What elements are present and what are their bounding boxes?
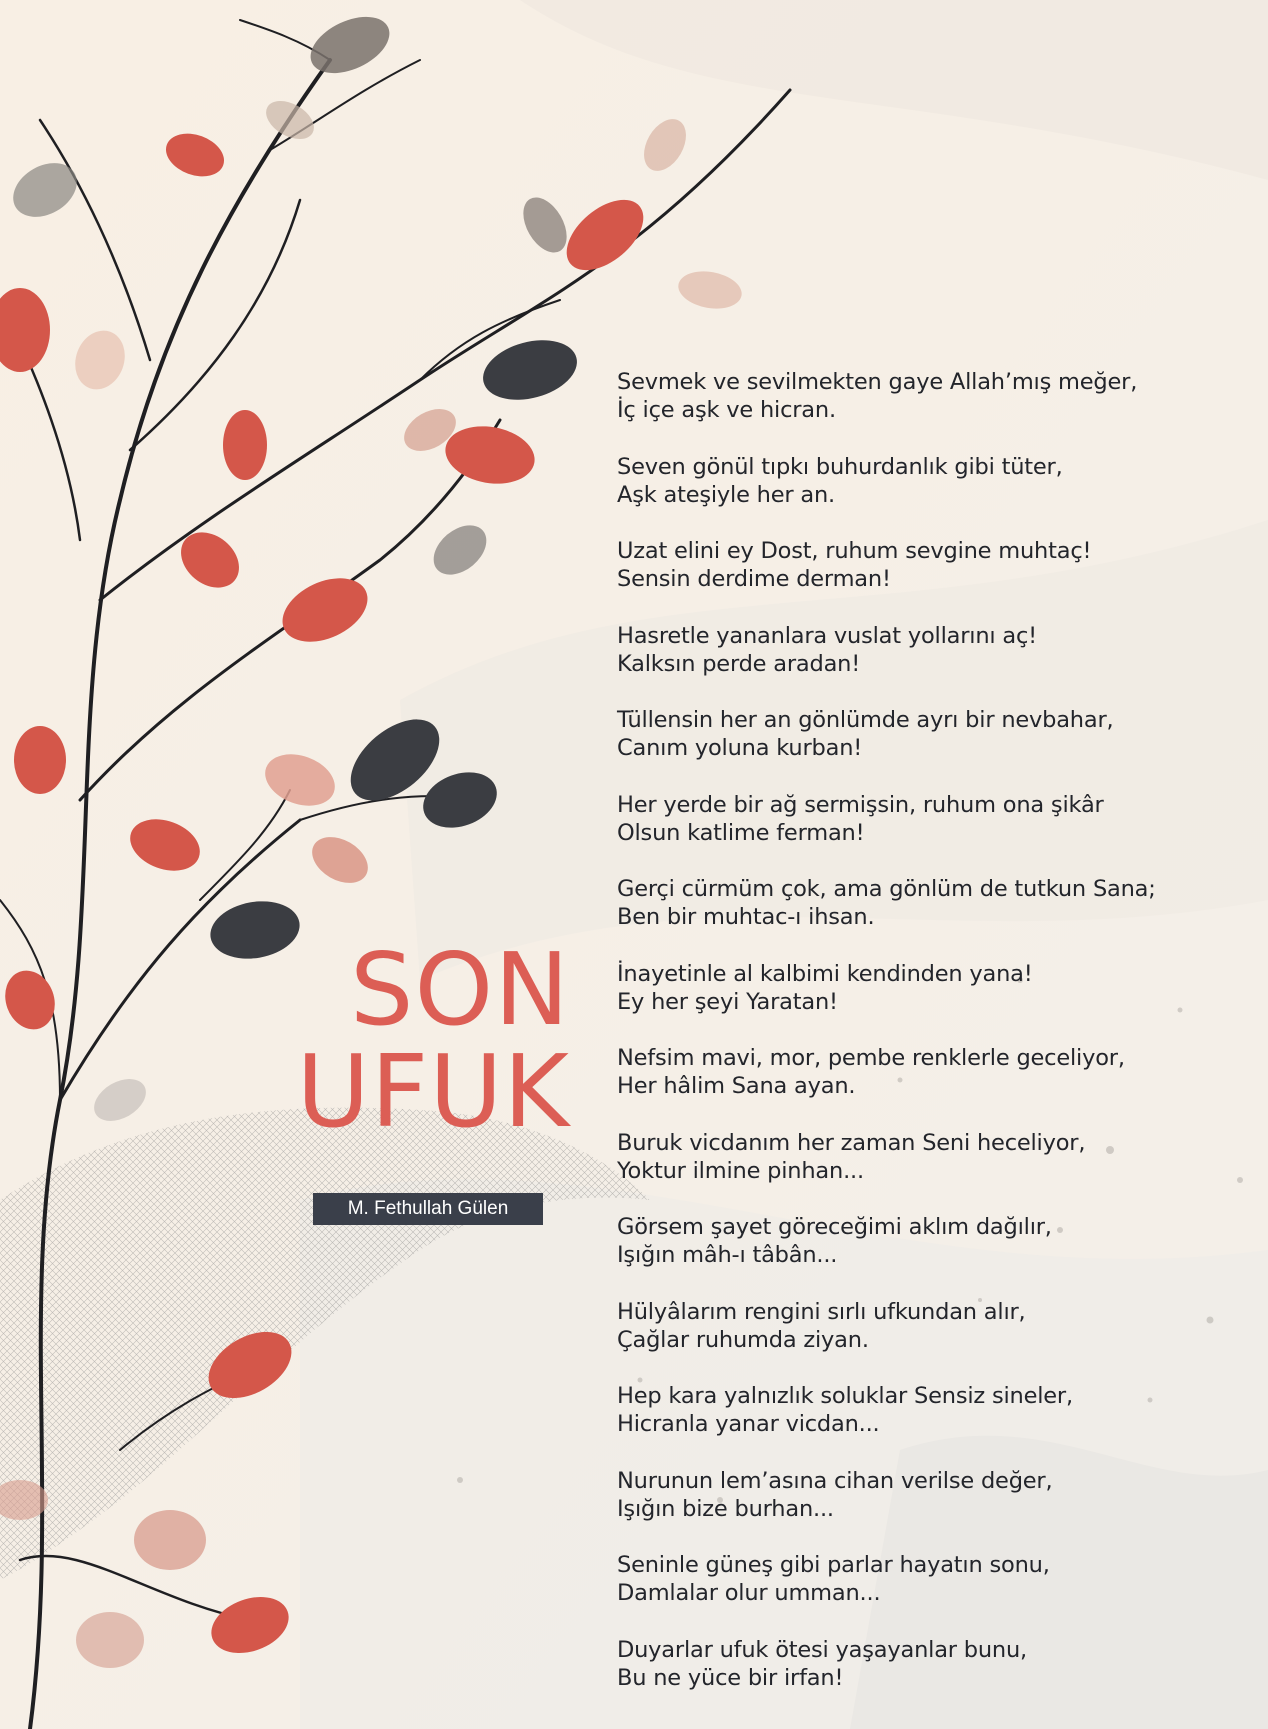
poem-line: Uzat elini ey Dost, ruhum sevgine muhtaç! (617, 538, 1092, 564)
poem-line: Hülyâlarım rengini sırlı ufkundan alır, (617, 1298, 1026, 1325)
poem-line: Hasretle yananlara vuslat yollarını aç! (617, 622, 1037, 649)
poem-stanza (617, 368, 1217, 453)
poem-line: Hep kara yalnızlık soluklar Sensiz sineler, (617, 1383, 1073, 1409)
poem-stanza (617, 1551, 1217, 1636)
poem-stanza (617, 1467, 1217, 1552)
poem-line: Damlalar olur umman... (617, 1580, 881, 1606)
poem-stanza (617, 1382, 1217, 1467)
poem-line: Yoktur ilmine pinhan... (617, 1157, 864, 1184)
poem-line: Hicranla yanar vicdan... (617, 1411, 880, 1437)
poem-line: Seninle güneş gibi parlar hayatın sonu, (617, 1552, 1050, 1578)
poem-line: Olsun katlime ferman! (617, 819, 865, 846)
poem-body (617, 368, 1217, 1720)
poem-line: Seven gönül tıpkı buhurdanlık gibi tüter, (617, 453, 1063, 480)
poem-stanza (617, 875, 1217, 960)
poem-line: Ey her şeyi Yaratan! (617, 988, 838, 1015)
poem-title-line-2: UFUK (296, 1033, 570, 1150)
poem-line: Aşk ateşiyle her an. (617, 481, 835, 508)
poem-line: Çağlar ruhumda ziyan. (617, 1326, 869, 1353)
poem-line: İç içe aşk ve hicran. (617, 397, 836, 423)
poem-line: Nurunun lem’asına cihan verilse değer, (617, 1467, 1053, 1494)
poem-line: Gerçi cürmüm çok, ama gönlüm de tutkun Sana; (617, 876, 1156, 902)
poem-line: Her hâlim Sana ayan. (617, 1073, 856, 1099)
poem-stanza (617, 1044, 1217, 1129)
poem-line: Işığın bize burhan... (617, 1495, 834, 1522)
poem-stanza (617, 453, 1217, 538)
poem-stanza (617, 537, 1217, 622)
poem-line: Nefsim mavi, mor, pembe renklerle geceliyor, (617, 1045, 1125, 1071)
poem-line: Görsem şayet göreceğimi aklım dağılır, (617, 1214, 1052, 1240)
poem-line: Tüllensin her an gönlümde ayrı bir nevbahar, (617, 707, 1114, 733)
poem-line: Buruk vicdanım her zaman Seni heceliyor, (617, 1129, 1086, 1156)
poem-line: Kalksın perde aradan! (617, 650, 861, 677)
poem-line: Duyarlar ufuk ötesi yaşayanlar bunu, (617, 1636, 1027, 1663)
poem-stanza (617, 622, 1217, 707)
poem-title-line-1: SON (350, 931, 570, 1048)
poem-line: Sensin derdime derman! (617, 566, 891, 592)
poem-line: Işığın mâh-ı tâbân... (617, 1242, 838, 1268)
poem-line: Sevmek ve sevilmekten gaye Allah’mış meğer, (617, 369, 1138, 395)
poem-line: Her yerde bir ağ sermişsin, ruhum ona şikâr (617, 791, 1104, 818)
poem-stanza (617, 1213, 1217, 1298)
poem-line: İnayetinle al kalbimi kendinden yana! (617, 960, 1033, 987)
poem-line: Bu ne yüce bir irfan! (617, 1664, 844, 1691)
poem-line: Ben bir muhtac-ı ihsan. (617, 904, 875, 930)
author-badge: M. Fethullah Gülen (313, 1193, 543, 1225)
poem-stanza (617, 1298, 1217, 1383)
poem-line: Canım yoluna kurban! (617, 735, 863, 761)
poem-stanza (617, 1636, 1217, 1721)
poem-stanza (617, 1129, 1217, 1214)
poem-stanza (617, 791, 1217, 876)
poem-stanza (617, 960, 1217, 1045)
poem-stanza (617, 706, 1217, 791)
